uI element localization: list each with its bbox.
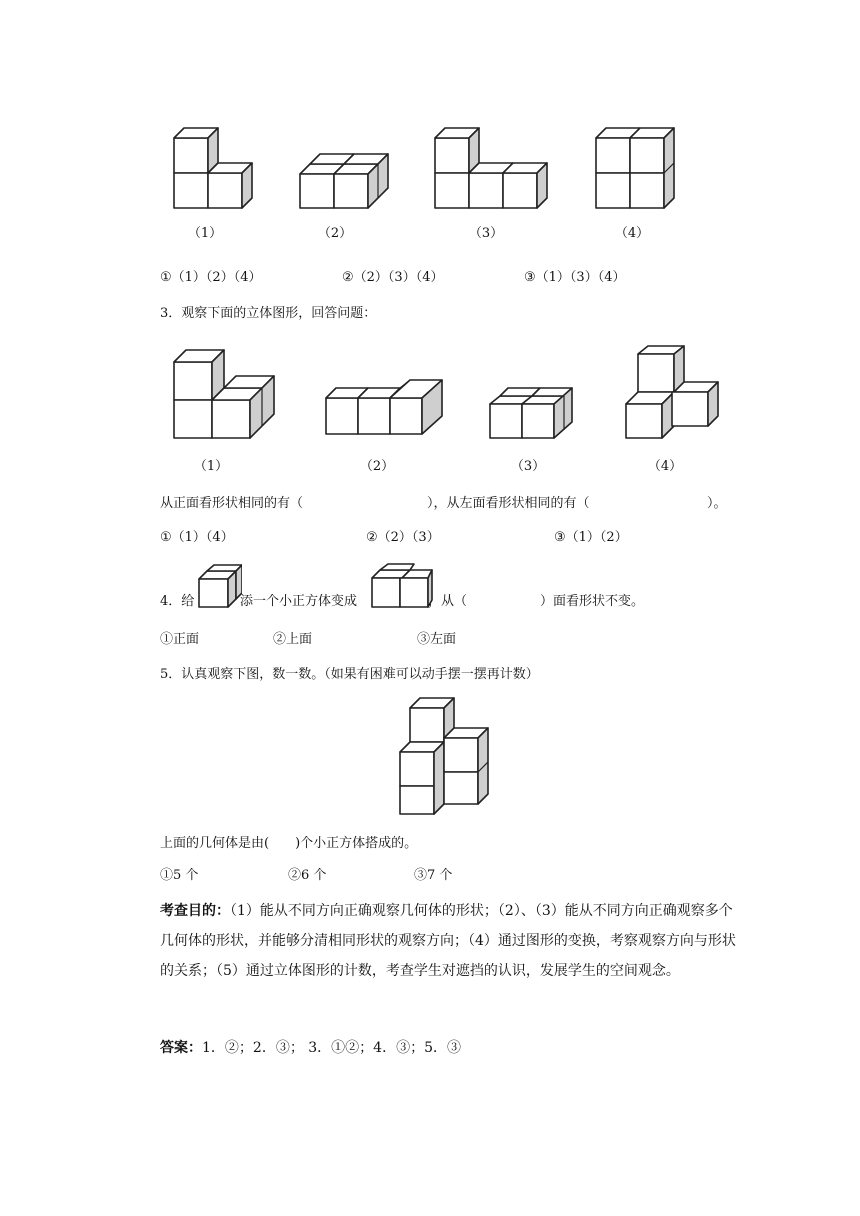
q3-figure-4 <box>620 342 725 442</box>
purpose-label: 考查目的： <box>160 903 230 919</box>
q4-suffix-b: ）面看形状不变。 <box>540 594 645 609</box>
q4-middle: 添一个小正方体变成 <box>240 594 358 609</box>
q3-option-3[interactable]: ③（1）（2） <box>554 530 628 545</box>
q5-option-2[interactable]: ②6 个 <box>288 868 327 883</box>
q5-option-3[interactable]: ③7 个 <box>414 868 453 883</box>
answer-line <box>160 1038 461 1058</box>
q5-figure <box>398 694 492 816</box>
q3-title: 3．观察下面的立体图形，回答问题： <box>160 306 377 321</box>
q3-question-part2: ），从左面看形状相同的有（ <box>427 496 590 511</box>
q2-option-3[interactable]: ③（1）（3）（4） <box>524 270 626 285</box>
q3-option-1[interactable]: ①（1）（4） <box>160 530 234 545</box>
q3-figure-label: （4） <box>647 459 683 474</box>
q5-question: 上面的几何体是由( )个小正方体搭成的。 <box>160 836 418 851</box>
q3-figure-label: （3） <box>510 459 546 474</box>
q2-figure-1 <box>160 118 270 218</box>
q3-figure-3 <box>482 378 582 443</box>
q4-small-cubes-figure <box>196 562 242 610</box>
q2-figure-label: （2） <box>317 226 353 241</box>
q2-figure-label: （4） <box>614 226 650 241</box>
q3-question-part1: 从正面看形状相同的有（ <box>160 496 304 511</box>
q4-result-cubes-figure <box>370 562 434 610</box>
q5-option-1[interactable]: ①5 个 <box>160 868 199 883</box>
answer-label: 答案： <box>160 1040 202 1056</box>
q2-figure-4 <box>586 118 686 218</box>
q3-option-2[interactable]: ②（2）（3） <box>366 530 440 545</box>
q3-figure-2 <box>318 378 443 443</box>
q3-figure-label: （2） <box>359 459 395 474</box>
q3-figure-1 <box>160 340 285 445</box>
purpose-text: （1）能从不同方向正确观察几何体的形状；（2）、（3）能从不同方向正确观察多个几何体的形状，并能够分清相同形状的观察方向；（4）通过图形的变换，考察观察方向与形状的关系；（5）通过立体图形的计数，考查学生对遮挡的认识，发展学生的空间观念。 <box>160 903 736 979</box>
q4-option-2[interactable]: ②上面 <box>273 632 313 647</box>
q2-figure-label: （1） <box>187 226 223 241</box>
q4-option-3[interactable]: ③左面 <box>417 632 457 647</box>
q2-figure-label: （3） <box>468 226 504 241</box>
q3-figure-label: （1） <box>193 459 229 474</box>
q2-figure-3 <box>425 118 560 218</box>
q5-title: 5．认真观察下图，数一数。（如果有困难可以动手摆一摆再计数） <box>160 667 539 682</box>
q2-figure-2 <box>290 118 400 218</box>
purpose-paragraph <box>160 896 736 986</box>
q3-question-part3: ）。 <box>707 496 727 511</box>
q4-prefix: 4．给 <box>160 594 195 609</box>
q2-option-2[interactable]: ②（2）（3）（4） <box>342 270 444 285</box>
q4-suffix-a: ，从（ <box>428 594 468 609</box>
q2-option-1[interactable]: ①（1）（2）（4） <box>160 270 262 285</box>
answer-text: 1．②；2．③； 3．①②；4．③；5．③ <box>202 1040 461 1056</box>
q4-option-1[interactable]: ①正面 <box>160 632 200 647</box>
